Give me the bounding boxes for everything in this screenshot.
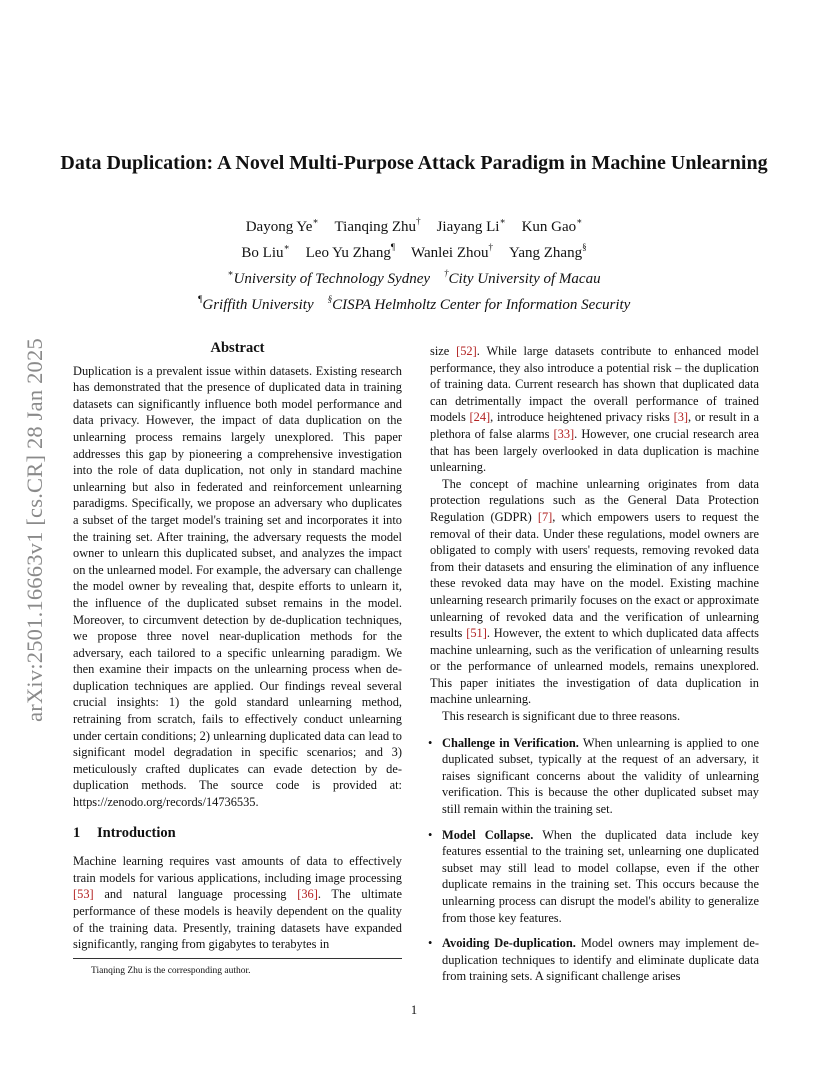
author-block bbox=[60, 212, 768, 316]
reason-item: • Model Collapse. When the duplicated data include key features essential to the training set, unlearning one duplicated subset may still lead to model collapse, even if the other duplicate remains in the training set. This occurs because the unlearning process can disrupt the model's ability to generalize from those key features. bbox=[428, 827, 759, 925]
affiliation-mark: ¶ bbox=[197, 294, 203, 304]
author-name: Kun Gao∗ bbox=[521, 216, 583, 235]
citation: [33] bbox=[553, 426, 575, 441]
author-mark: † bbox=[488, 242, 494, 252]
arxiv-sidebar-stamp bbox=[14, 290, 56, 770]
affiliation-mark: ∗ bbox=[227, 268, 234, 278]
author-mark: ∗ bbox=[576, 216, 583, 226]
author-name: Jiayang Li∗ bbox=[436, 216, 506, 235]
citation: [3] bbox=[673, 410, 689, 425]
author-mark: ∗ bbox=[499, 216, 506, 226]
bullet-marker: • bbox=[428, 827, 433, 842]
bullet-marker: • bbox=[428, 735, 433, 750]
intro-paragraph-3: This research is significant due to three reasons. bbox=[442, 709, 681, 724]
section-title: Introduction bbox=[97, 824, 176, 841]
citation: [53] bbox=[73, 887, 94, 902]
left-column bbox=[73, 340, 402, 953]
affiliation: ∗University of Technology Sydney bbox=[227, 268, 431, 287]
author-name: Dayong Ye∗ bbox=[245, 216, 319, 235]
author-mark: † bbox=[416, 216, 421, 226]
citation: [51] bbox=[466, 626, 487, 641]
author-mark: ∗ bbox=[283, 242, 290, 252]
bullet-marker: • bbox=[428, 936, 433, 951]
reason-heading: Model Collapse. bbox=[442, 827, 534, 842]
abstract-text: Duplication is a prevalent issue within datasets. Existing research has demonstrated that the presence of duplicated data in training datasets can significantly influence both model performance and data privacy. However, the impact of data duplication on the unlearning process remains largely unexplored. This paper addresses this gap by pioneering a comprehensive investigation into the role of data duplication, not only in standard machine unlearning but also in federated and reinforcement unlearning paradigms. Specifically, we propose an adversary who duplicates a subset of the target model's training set and incorporates it into the training set. After training, the adversary requests the model owner to unlearn this duplicated subset, and analyzes the impact on the unlearned model. For example, the adversary can challenge the model owner by revealing that, despite efforts to unlearn it, the influence of the duplicated subset remains in the model. Moreover, to circumvent detection by de-duplication techniques, we propose three novel near-duplication methods for the adversary, each tailored to a specific unlearning paradigm. We then examine their impacts on the unlearning process when de-duplication techniques are applied. Our findings reveal several crucial insights: 1) the gold standard unlearning method, retraining from scratch, fails to effectively conduct unlearning under certain conditions; 2) unlearning duplicated data can lead to significant model degradation in specific scenarios; and 3) meticulously crafted duplicates can evade detection by de-duplication methods. The source code is provided at: https://zenodo.org/records/14736535. bbox=[73, 363, 402, 810]
intro-paragraph-1: Machine learning requires vast amounts of data to effectively train models for various applications, including image processing [53] and natural language processing [36]. The ultimate performance of these models is heavily dependent on the quality of the training data. Presently, training datasets have expanded significantly, ranging from gigabytes to terabytes in bbox=[73, 854, 402, 952]
right-column bbox=[430, 343, 759, 994]
section-number: 1 bbox=[73, 824, 81, 841]
author-row-2 bbox=[60, 238, 768, 264]
citation: [52] bbox=[456, 344, 477, 358]
author-name: Wanlei Zhou† bbox=[410, 242, 494, 261]
paper-title: Data Duplication: A Novel Multi-Purpose Attack Paradigm in Machine Unlearning bbox=[60, 152, 768, 174]
reasons-list bbox=[430, 735, 759, 985]
footnote bbox=[73, 958, 402, 977]
citation: [36] bbox=[297, 887, 318, 902]
reason-heading: Avoiding De-duplication. bbox=[442, 936, 576, 951]
affiliation-mark: † bbox=[444, 268, 449, 278]
arxiv-identifier: arXiv:2501.16663v1 [cs.CR] 28 Jan 2025 bbox=[22, 338, 47, 722]
author-mark: § bbox=[582, 242, 587, 252]
author-name: Yang Zhang§ bbox=[509, 242, 587, 261]
affiliation: ¶Griffith University bbox=[197, 294, 314, 313]
author-mark: ∗ bbox=[312, 216, 319, 226]
footnote-text: Tianqing Zhu is the corresponding author. bbox=[91, 966, 251, 976]
intro-paragraph-2: The concept of machine unlearning originates from data protection regulations such as the General Data Protection Regulation (GDPR) [7], which empowers users to request the removal of their data. Under these regulations, model owners are obligated to comply with users' requests, removing revoked data from their datasets and ensuring the elimination of any influence these revoked data may have on the model. Existing machine unlearning research primarily focuses on the exact or approximate unlearning of revoked data and the verification of unlearning results [51]. However, the extent to which duplicated data affects machine unlearning, such as the verification of unlearning results or the performance of unlearned models, remains unexplored. This paper initiates the investigation of data duplication in machine unlearning. bbox=[430, 476, 759, 707]
author-name: Tianqing Zhu† bbox=[334, 216, 421, 235]
author-name: Leo Yu Zhang¶ bbox=[305, 242, 395, 261]
intro-paragraph-1-continued: size [52]. While large datasets contribute to enhanced model performance, they also introduce a potential risk – the duplication of training data. Current research has shown that duplicated data can detrimentally impact the overall performance of trained models [24], introduce heightened privacy risks [3], or result in a plethora of false alarms [33]. However, one crucial research area that has been largely overlooked in data duplication is machine unlearning. bbox=[430, 344, 759, 475]
citation: [7] bbox=[537, 509, 553, 524]
page-number: 1 bbox=[410, 1003, 418, 1017]
affiliation: §CISPA Helmholtz Center for Information Security bbox=[327, 294, 631, 313]
abstract-heading: Abstract bbox=[210, 340, 265, 356]
reason-item: • Challenge in Verification. When unlearning is applied to one duplicated subset, typically at the request of an adversary, it raises significant concerns about the validity of unlearning verification. This is because the other duplicated subset may still remain within the training set. bbox=[428, 735, 760, 817]
section-heading-introduction bbox=[73, 825, 402, 842]
author-name: Bo Liu∗ bbox=[241, 242, 290, 261]
affiliation-row-2 bbox=[60, 290, 768, 316]
citation: [24] bbox=[469, 410, 491, 425]
affiliation-mark: § bbox=[327, 294, 333, 304]
author-mark: ¶ bbox=[390, 242, 395, 252]
affiliation-row-1 bbox=[60, 264, 768, 290]
affiliation: †City University of Macau bbox=[444, 268, 601, 287]
author-row-1 bbox=[60, 212, 768, 238]
reason-item: • Avoiding De-duplication. Model owners may implement de-duplication techniques to identify and eliminate duplicate data from training sets. A significant challenge arises bbox=[428, 936, 759, 984]
reason-heading: Challenge in Verification. bbox=[442, 735, 579, 750]
